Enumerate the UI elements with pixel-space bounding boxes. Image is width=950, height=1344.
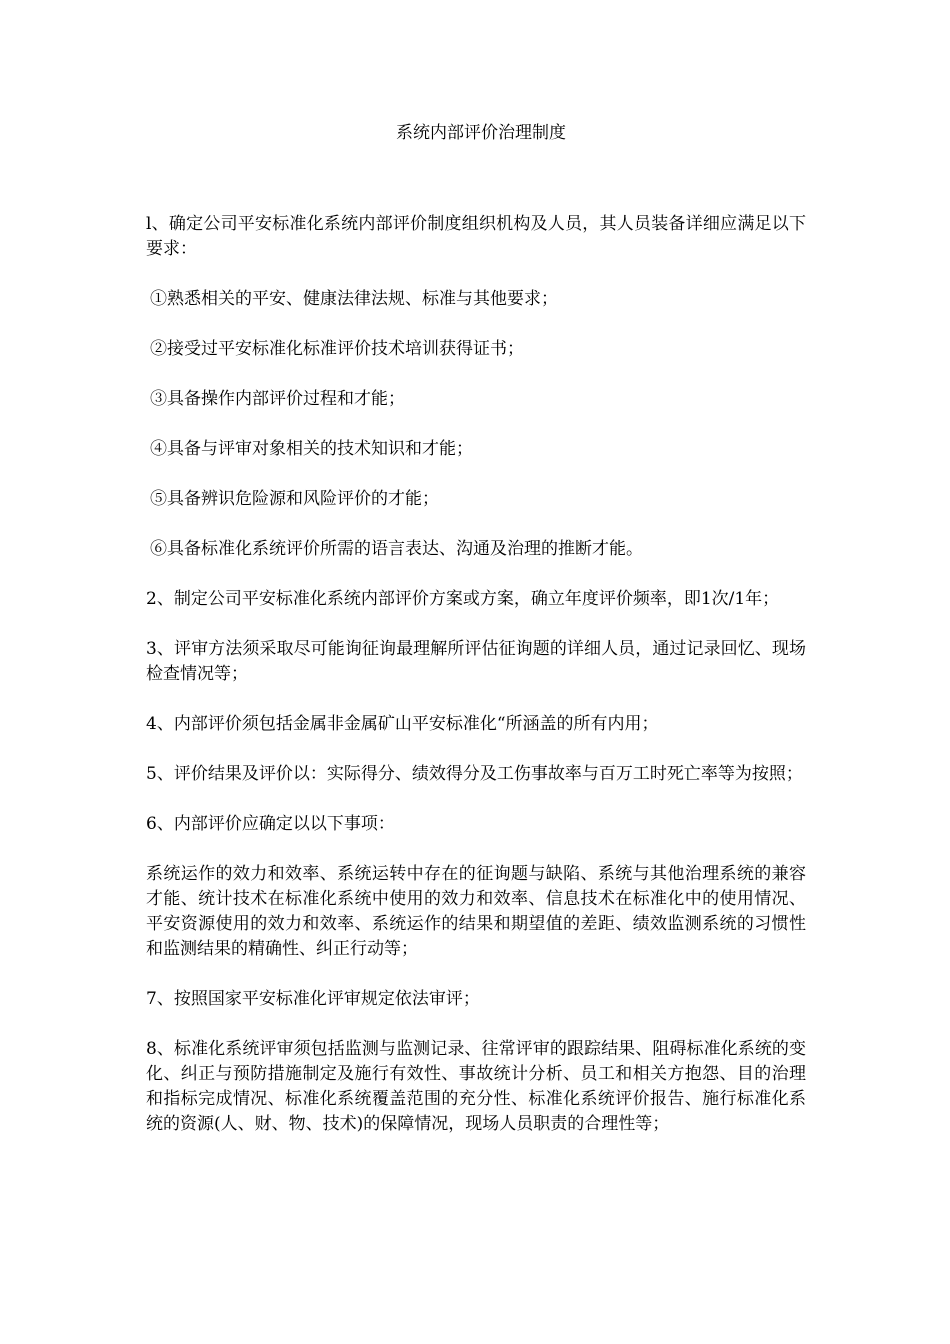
- sub-item-2: ②接受过平安标准化标准评价技术培训获得证书；: [150, 339, 524, 359]
- sub-item-4: ④具备与评审对象相关的技术知识和才能；: [150, 439, 473, 459]
- document-page: [146, 120, 806, 1162]
- item-6-detail: 系统运作的效力和效率、系统运转中存在的征询题与缺陷、系统与其他治理系统的兼容才能、统计技术在标准化系统中使用的效力和效率、信息技术在标准化中的使用情况、平安资源使用的效力和效率、系统运作的结果和期望值的差距、绩效监测系统的习惯性和监测结果的精确性、纠正行动等；: [146, 864, 806, 959]
- item-8: 8、标准化系统评审须包括监测与监测记录、往常评审的跟踪结果、阻碍标准化系统的变化、纠正与预防措施制定及施行有效性、事故统计分析、员工和相关方抱怨、目的治理和指标完成情况、标准化系统覆盖范围的充分性、标准化系统评价报告、施行标准化系统的资源(人、财、物、技术)的保障情况，现场人员职责的合理性等；: [146, 1039, 806, 1134]
- sub-item-6: ⑥具备标准化系统评价所需的语言表达、沟通及治理的推断才能。: [150, 539, 643, 559]
- sub-item-5: ⑤具备辨识危险源和风险评价的才能；: [150, 489, 439, 509]
- sub-item-3: ③具备操作内部评价过程和才能；: [150, 389, 405, 409]
- item-3: 3、评审方法须采取尽可能询征询最理解所评估征询题的详细人员，通过记录回忆、现场检查情况等；: [146, 639, 806, 684]
- item-2: 2、制定公司平安标准化系统内部评价方案或方案，确立年度评价频率，即1次/1年；: [146, 589, 780, 609]
- sub-item-1: ①熟悉相关的平安、健康法律法规、标准与其他要求；: [150, 289, 558, 309]
- item-5: 5、评价结果及评价以：实际得分、绩效得分及工伤事故率与百万工时死亡率等为按照；: [146, 764, 803, 784]
- item-7: 7、按照国家平安标准化评审规定依法审评；: [146, 989, 480, 1009]
- item-6: 6、内部评价应确定以以下事项：: [146, 814, 395, 834]
- item-4: 4、内部评价须包括金属非金属矿山平安标准化“所涵盖的所有内用；: [146, 714, 659, 734]
- item-1: l、确定公司平安标准化系统内部评价制度组织机构及人员，其人员装备详细应满足以下要求：: [146, 214, 806, 259]
- document-title: 系统内部评价治理制度: [396, 123, 566, 143]
